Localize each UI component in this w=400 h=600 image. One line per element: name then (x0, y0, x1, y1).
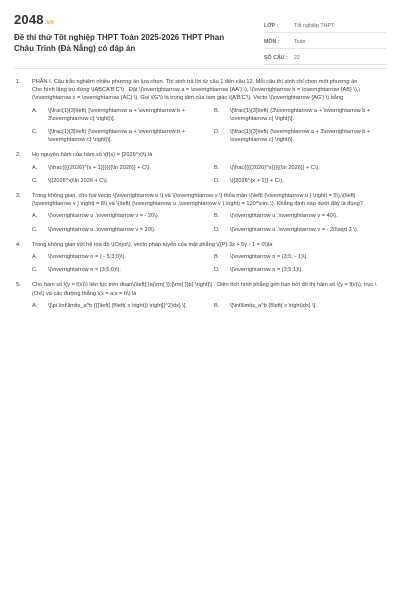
option-letter: B. (214, 107, 220, 114)
option-letter: A. (32, 107, 38, 114)
option-text: \(\overrightarrow u .\overrightarrow v = 20\). (48, 226, 156, 233)
option-text: \[\frac{1}{3}\left( {\overrightarrow a + \overrightarrow b + 3\overrightarrow c} \right)\]. (48, 107, 186, 122)
questions-list (16, 78, 386, 317)
option-text: \[\frac{1}{3}\left( {\overrightarrow a + \overrightarrow b + \overrightarrow c} \right)\]. (48, 129, 186, 144)
option-text: \(\overrightarrow n = (3;5;0)\). (48, 267, 121, 274)
option-a[interactable] (32, 164, 204, 172)
answer-options (32, 302, 386, 310)
option-d[interactable] (214, 177, 386, 185)
meta-label: LỚP : (264, 23, 279, 29)
option-text: \({2026^{x + 1}} + C\). (230, 177, 284, 184)
meta-row-count (264, 52, 386, 65)
option-letter: C. (32, 177, 38, 184)
logo-domain: .vn (44, 20, 55, 26)
option-letter: A. (32, 213, 38, 220)
question-number: 4. (16, 241, 21, 248)
question-number: 5. (16, 282, 21, 289)
logo-number: 2048 (14, 12, 44, 27)
option-text: \[\frac{1}{3}\left( {\overrightarrow a + 3\overrightarrow b + \overrightarrow c} \right)\]. (230, 129, 371, 144)
answer-options (32, 164, 386, 185)
question-number: 2. (16, 152, 21, 159)
option-letter: A. (32, 254, 38, 261)
option-b[interactable] (214, 164, 386, 172)
option-a[interactable] (32, 253, 204, 261)
question-5 (16, 281, 386, 310)
question-number: 3. (16, 193, 21, 200)
option-letter: C. (32, 267, 38, 274)
option-text: \(\overrightarrow u .\overrightarrow v = - 20\). (48, 213, 160, 220)
option-letter: D. (214, 226, 220, 233)
option-letter: A. (32, 164, 38, 171)
meta-label: MÔN : (264, 39, 280, 45)
option-a[interactable] (32, 302, 204, 310)
exam-meta (264, 20, 386, 68)
question-text: Trong không gian, cho hai vecto \(\overrightarrow u \) và \(\overrightarrow v \) thỏa mãn \(\left| {\overrightarrow u } \right| = 5\),\(\left| {\overrightarrow v } \right| = 8\) và \(\left( {\overrightarrow u ,\overrightarrow v } \right) = 120^\circ \). Khẳng định nào dưới đây là đúng? (32, 193, 363, 208)
option-d[interactable] (214, 128, 386, 144)
option-c[interactable] (32, 128, 204, 144)
question-text: Cho hàm số \(y = f(x)\) liên tục trên đoạn\(\left[ {a{\rm{ }};{\rm{ }}b} \right]\) . Diện tích hình phẳng giới hạn bởi đồ thị hàm số \(y = f(x)\), trục \(Ox\) và các đường thẳng \(x = a;x = b\) là (32, 282, 377, 297)
option-d[interactable] (214, 266, 386, 274)
option-text: \[\int\limits_a^b {f\left( x \right)dx} \] . (230, 302, 319, 309)
option-text: \({2026^x}\ln 2026 + C\). (48, 177, 109, 184)
question-text: Họ nguyên hàm của hàm số \(f(x) = {2026^x}\) là (32, 152, 153, 159)
question-text: Trong không gian với hệ tọa độ \(Oxyz\), vecto pháp tuyến của mặt phẳng \((P):3x + 5y - 1 = 0\)là (32, 241, 273, 248)
option-letter: D. (214, 267, 220, 274)
option-letter: B. (214, 302, 220, 309)
question-2 (16, 151, 386, 185)
option-b[interactable] (214, 253, 386, 261)
meta-value: 22 (294, 55, 300, 61)
option-c[interactable] (32, 177, 204, 185)
option-text: \(\overrightarrow n = (3;5;1)\). (230, 267, 303, 274)
site-logo[interactable] (14, 12, 54, 27)
answer-options (32, 212, 386, 233)
option-text: \(\overrightarrow u .\overrightarrow v = - 20\sqrt 3 \). (230, 226, 359, 233)
question-4 (16, 241, 386, 275)
meta-label: SỐ CÂU : (264, 55, 288, 61)
option-b[interactable] (214, 212, 386, 220)
option-letter: B. (214, 254, 220, 261)
meta-value: Toán (294, 39, 306, 45)
option-text: \(\overrightarrow n = ( - 5;3;0)\). (48, 254, 126, 261)
option-a[interactable] (32, 212, 204, 220)
option-text: \(\frac{{{{2026}^x}}}{{\ln 2026}} + C\). (230, 164, 320, 171)
question-number: 1. (16, 79, 21, 85)
option-letter: D. (214, 177, 220, 184)
meta-row-class (264, 20, 386, 33)
option-b[interactable] (214, 302, 386, 310)
meta-value: Tốt nghiệp THPT (294, 23, 335, 29)
option-letter: B. (214, 164, 220, 171)
page-header (14, 8, 386, 65)
question-1 (16, 78, 386, 144)
option-text: \[\frac{1}{3}\left( {3\overrightarrow a + \overrightarrow b + \overrightarrow c} \right)\]. (230, 107, 371, 122)
question-text: PHẦN I. Câu trắc nghiệm nhiều phương án lựa chọn. Thí sinh trả lời từ câu 1 đến câu 12. Mỗi câu thí sinh chỉ chọn một phương án Cho hình lăng trụ đứng \(ABCA'B'C'\) . Đặt \(\overrightarrow a = \overrightarrow {AA'} \), \(\overrightarrow b = \overrightarrow {AB} \),\(\overrightarrow c = \overrightarrow {AC} \). Gọi \(G'\) là trọng tâm của tam giác \(A'B'C'\). Vecto \(\overrightarrow {AG'} \) bằng (32, 79, 360, 102)
option-a[interactable] (32, 107, 204, 123)
option-letter: D. (214, 129, 220, 136)
option-text: \(\frac{{{{2026}^{x + 1}}}}{{\ln 2026}} + C\). (48, 164, 152, 171)
option-letter: A. (32, 302, 38, 309)
option-c[interactable] (32, 266, 204, 274)
option-text: \(\overrightarrow u .\overrightarrow v = 40\). (230, 213, 338, 220)
meta-row-subject (264, 36, 386, 49)
answer-options (32, 107, 386, 145)
question-3 (16, 192, 386, 234)
option-text: \(\overrightarrow n = (3;5; - 1)\). (230, 254, 308, 261)
option-d[interactable] (214, 226, 386, 234)
option-text: \[\pi \int\limits_a^b {{{\left[ {f\left( x \right)} \right]}^2}dx} \]. (48, 302, 187, 309)
header-divider (14, 68, 386, 69)
option-letter: C. (32, 129, 38, 136)
option-b[interactable] (214, 107, 386, 123)
answer-options (32, 253, 386, 274)
option-letter: B. (214, 213, 220, 220)
option-c[interactable] (32, 226, 204, 234)
option-letter: C. (32, 226, 38, 233)
exam-title: Đề thi thử Tốt nghiệp THPT Toán 2025-2026 THPT Phan Châu Trinh (Đà Nẵng) có đáp án (14, 33, 225, 53)
